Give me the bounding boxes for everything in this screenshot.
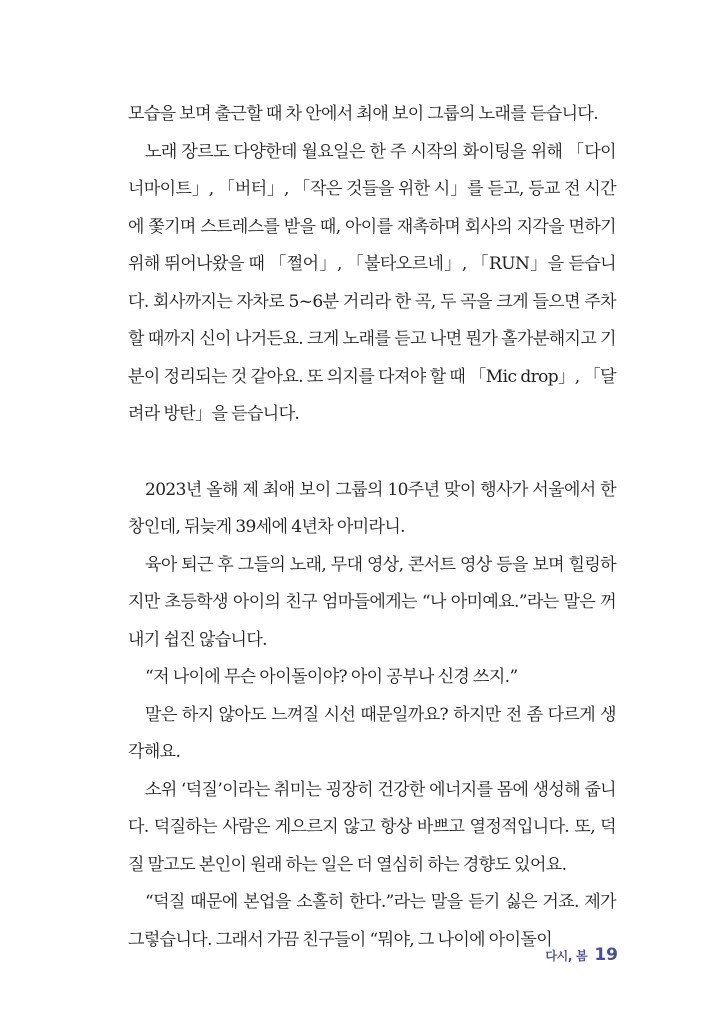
- paragraph-2-5: 소위 ‘덕질’이라는 취미는 굉장히 건강한 에너지를 몸에 생성해 줍니다. 덕질하는 사람은 게으르지 않고 항상 바쁘고 열정적입니다. 또, 덕질 말고도 본인이 원래 하는 일은 더 열심히 하는 경향도 있어요.: [128, 779, 616, 875]
- paragraph-2-6: “덕질 때문에 본업을 소홀히 한다.”라는 말을 듣기 싫은 거죠. 제가 그렇습니다. 그래서 가끔 친구들이 “뭐야, 그 나이에 아이돌이: [128, 892, 616, 950]
- page-body: [128, 96, 616, 959]
- paragraph-2-2: 육아 퇴근 후 그들의 노래, 무대 영상, 콘서트 영상 등을 보며 힐링하지만 초등학생 아이의 친구 엄마들에게는 “나 아미예요.”라는 말은 꺼내기 쉽진 않습니다.: [128, 554, 616, 650]
- running-title: 다시, 봄: [545, 949, 588, 963]
- section-divider-space: [128, 434, 616, 472]
- page-number: 19: [594, 945, 618, 965]
- paragraph-2-3: “저 나이에 무슨 아이돌이야? 아이 공부나 신경 쓰지.”: [145, 667, 518, 687]
- paragraph-1-2: 노래 장르도 다양한데 월요일은 한 주 시작의 화이팅을 위해 「다이너마이트」, 「버터」, 「작은 것들을 위한 시」를 듣고, 등교 전 시간에 쫓기며 스트레스를 받을 때, 아이를 재촉하며 회사의 지각을 면하기 위해 뛰어나왔을 때 「쩔어」, 「불타오르네」, 「RUN」을 듣습니다. 회사까지는 자차로 5~6분 거리라 한 곡, 두 곡을 크게 들으면 주차할 때까지 신이 나거든요. 크게 노래를 듣고 나면 뭔가 홀가분해지고 기분이 정리되는 것 같아요. 또 의지를 다져야 할 때 「Mic drop」, 「달려라 방탄」을 듣습니다.: [128, 141, 616, 424]
- page-footer: [545, 945, 618, 965]
- paragraph-2-1: 2023년 올해 제 최애 보이 그룹의 10주년 맞이 행사가 서울에서 한창인데, 뒤늦게 39세에 4년차 아미라니.: [128, 479, 616, 537]
- paragraph-2-4: 말은 하지 않아도 느껴질 시선 때문일까요? 하지만 전 좀 다르게 생각해요.: [128, 704, 616, 762]
- paragraph-1-1: 모습을 보며 출근할 때 차 안에서 최애 보이 그룹의 노래를 듣습니다.: [128, 104, 599, 124]
